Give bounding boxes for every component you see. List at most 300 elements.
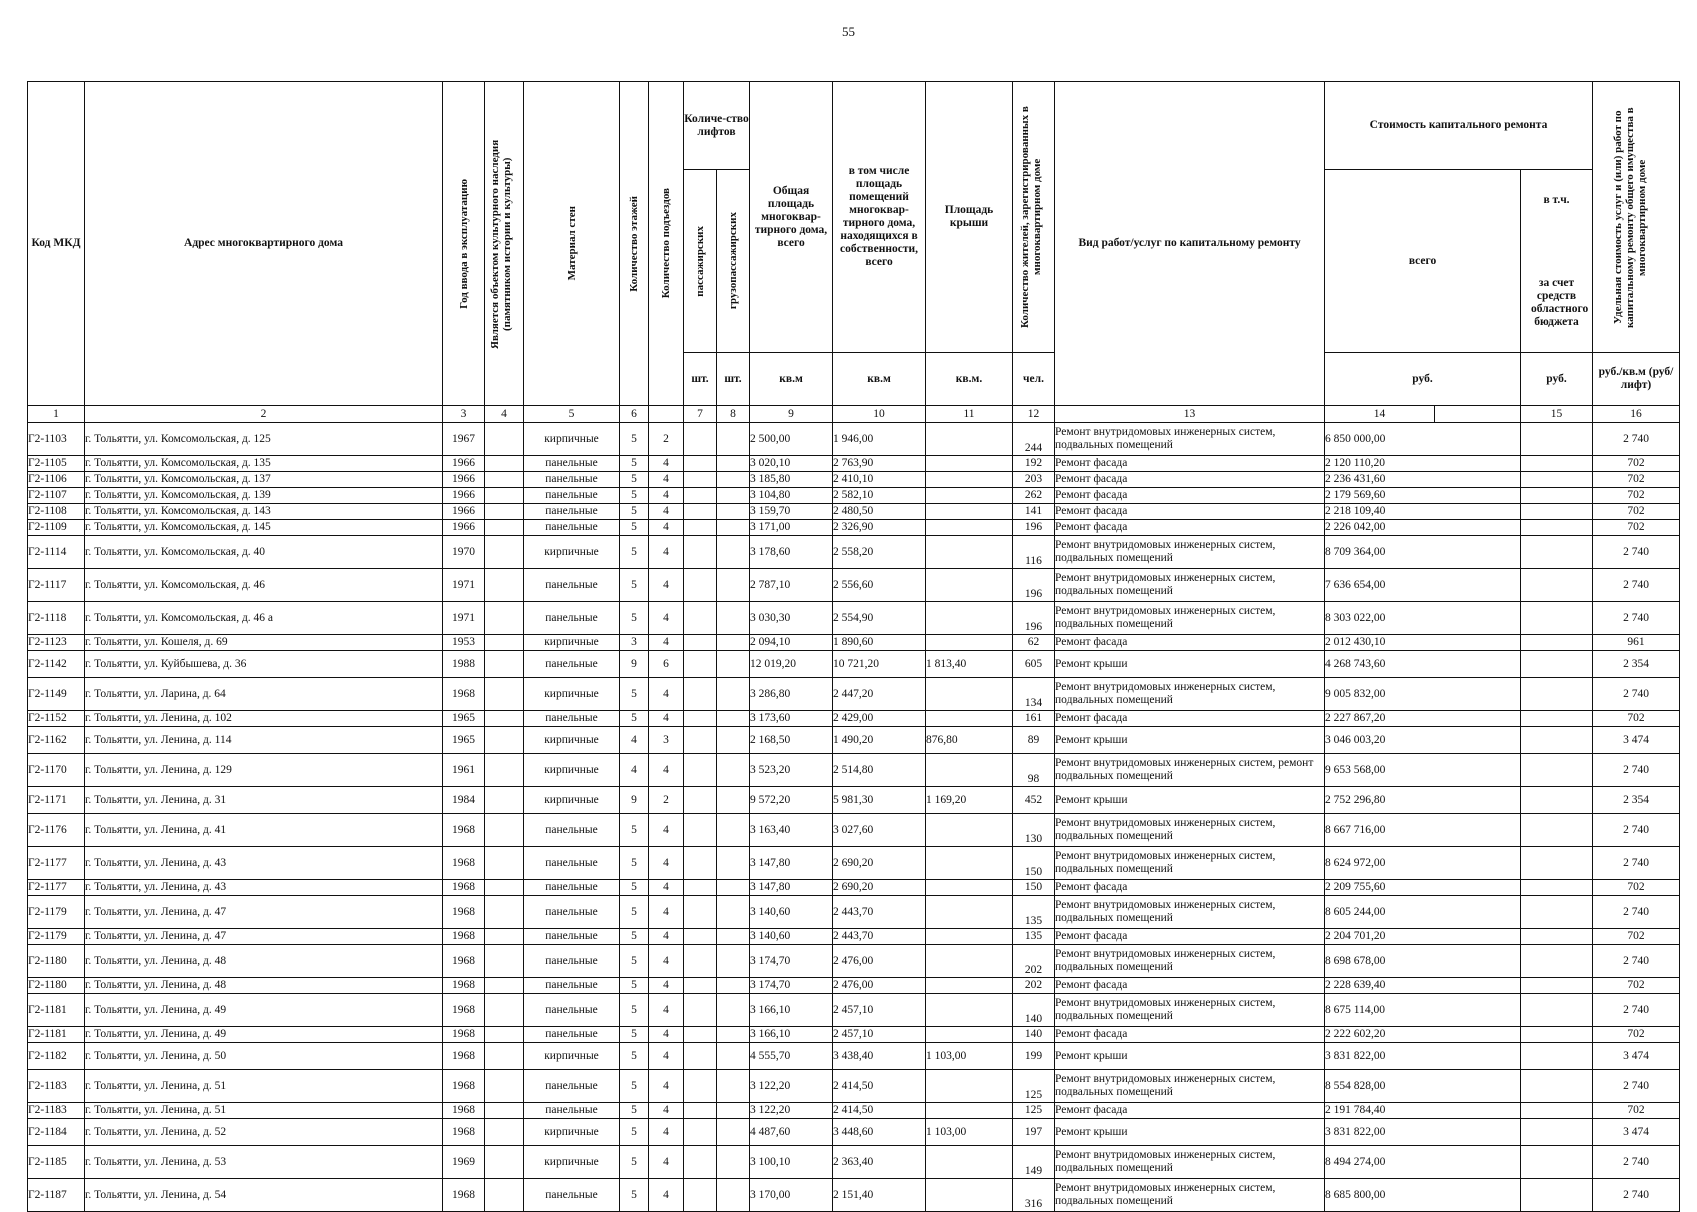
cell-year: 1968: [443, 1070, 485, 1103]
cell-year: 1967: [443, 423, 485, 456]
cell-roof-area: [926, 1179, 1013, 1212]
cell-material: кирпичные: [524, 536, 620, 569]
cell-passenger-lifts: [684, 814, 717, 847]
cell-total-area: 3 147,80: [750, 880, 833, 896]
cell-year: 1966: [443, 488, 485, 504]
header-floors: Количество этажей: [628, 195, 640, 292]
cell-cost-total: 2 227 867,20: [1325, 711, 1521, 727]
cell-year: 1970: [443, 536, 485, 569]
header-work-type: Вид работ/услуг по капитальному ремонту: [1055, 82, 1325, 406]
cell-heritage: [485, 635, 524, 651]
cell-material: кирпичные: [524, 754, 620, 787]
cell-passenger-lifts: [684, 727, 717, 754]
cell-owned-area: 3 438,40: [833, 1043, 926, 1070]
cell-roof-area: [926, 880, 1013, 896]
header-owned-area: в том числе площадь помещений многоквар-тирного дома, находящихся в собственности, всего: [833, 82, 926, 353]
cell-heritage: [485, 472, 524, 488]
cell-unit-cost: 2 740: [1593, 536, 1680, 569]
cell-entrances: 4: [649, 456, 684, 472]
cell-freight-lifts: [717, 504, 750, 520]
cell-roof-area: [926, 754, 1013, 787]
table-row: [28, 488, 1680, 504]
cell-code: Г2-1123: [28, 635, 85, 651]
cell-address: г. Тольятти, ул. Ленина, д. 47: [85, 929, 443, 945]
cell-heritage: [485, 896, 524, 929]
column-number: 1: [28, 406, 85, 423]
cell-address: г. Тольятти, ул. Комсомольская, д. 143: [85, 504, 443, 520]
cell-floors: 4: [620, 754, 649, 787]
cell-year: 1968: [443, 1043, 485, 1070]
table-row: [28, 504, 1680, 520]
cell-freight-lifts: [717, 1119, 750, 1146]
cell-code: Г2-1187: [28, 1179, 85, 1212]
cell-residents: 150: [1013, 847, 1055, 880]
cell-material: панельные: [524, 488, 620, 504]
cell-heritage: [485, 569, 524, 602]
cell-material: панельные: [524, 456, 620, 472]
table-row: [28, 814, 1680, 847]
cell-total-area: 3 159,70: [750, 504, 833, 520]
cell-freight-lifts: [717, 1070, 750, 1103]
cell-residents: 125: [1013, 1103, 1055, 1119]
cell-freight-lifts: [717, 569, 750, 602]
cell-passenger-lifts: [684, 569, 717, 602]
cell-unit-cost: 702: [1593, 520, 1680, 536]
cell-code: Г2-1182: [28, 1043, 85, 1070]
table-row: [28, 1179, 1680, 1212]
cell-entrances: 4: [649, 847, 684, 880]
cell-total-area: 3 122,20: [750, 1070, 833, 1103]
cell-material: панельные: [524, 814, 620, 847]
cell-year: 1968: [443, 1027, 485, 1043]
cell-residents: 244: [1013, 423, 1055, 456]
cell-cost-regional: [1521, 847, 1593, 880]
cell-address: г. Тольятти, ул. Ленина, д. 48: [85, 978, 443, 994]
table-row: [28, 1027, 1680, 1043]
cell-heritage: [485, 1146, 524, 1179]
cell-heritage: [485, 787, 524, 814]
column-number: 14: [1325, 406, 1435, 423]
cell-heritage: [485, 929, 524, 945]
table-row: [28, 1070, 1680, 1103]
cell-total-area: 4 487,60: [750, 1119, 833, 1146]
cell-entrances: 4: [649, 520, 684, 536]
table-row: [28, 727, 1680, 754]
cell-material: панельные: [524, 711, 620, 727]
cell-material: кирпичные: [524, 1119, 620, 1146]
cell-roof-area: [926, 711, 1013, 727]
cell-work-type: Ремонт фасада: [1055, 456, 1325, 472]
cell-cost-regional: [1521, 569, 1593, 602]
cell-freight-lifts: [717, 814, 750, 847]
cell-address: г. Тольятти, ул. Комсомольская, д. 125: [85, 423, 443, 456]
header-roof-area: Площадь крыши: [926, 82, 1013, 353]
cell-work-type: Ремонт внутридомовых инженерных систем, подвальных помещений: [1055, 945, 1325, 978]
header-entrances: Количество подъездов: [660, 188, 672, 299]
cell-floors: 5: [620, 1027, 649, 1043]
cell-address: г. Тольятти, ул. Комсомольская, д. 139: [85, 488, 443, 504]
cell-residents: 202: [1013, 978, 1055, 994]
table-row: [28, 1103, 1680, 1119]
cell-address: г. Тольятти, ул. Кошеля, д. 69: [85, 635, 443, 651]
table-row: [28, 978, 1680, 994]
cell-total-area: 3 173,60: [750, 711, 833, 727]
cell-roof-area: [926, 1070, 1013, 1103]
cell-cost-regional: [1521, 1043, 1593, 1070]
cell-work-type: Ремонт крыши: [1055, 727, 1325, 754]
header-passenger: пассажирских: [694, 225, 706, 297]
cell-roof-area: [926, 994, 1013, 1027]
header-heritage: Является объектом культурного наследия (памятником истории и культуры): [489, 138, 513, 349]
cell-total-area: 12 019,20: [750, 651, 833, 678]
cell-floors: 3: [620, 635, 649, 651]
cell-unit-cost: 2 740: [1593, 994, 1680, 1027]
cell-passenger-lifts: [684, 1070, 717, 1103]
cell-floors: 5: [620, 1070, 649, 1103]
table-row: [28, 472, 1680, 488]
header-residents: Количество жителей, зарегистрированных в многоквартирном доме: [1018, 106, 1043, 328]
cell-residents: 134: [1013, 678, 1055, 711]
cell-address: г. Тольятти, ул. Ленина, д. 102: [85, 711, 443, 727]
cell-unit-cost: 3 474: [1593, 1119, 1680, 1146]
cell-cost-regional: [1521, 754, 1593, 787]
table-row: [28, 1119, 1680, 1146]
cell-freight-lifts: [717, 1179, 750, 1212]
cell-passenger-lifts: [684, 635, 717, 651]
header-unit-cost-cell: [1593, 82, 1680, 353]
table-row: [28, 754, 1680, 787]
cell-residents: 196: [1013, 520, 1055, 536]
cell-work-type: Ремонт внутридомовых инженерных систем, подвальных помещений: [1055, 1146, 1325, 1179]
cell-cost-regional: [1521, 472, 1593, 488]
cell-floors: 5: [620, 847, 649, 880]
cell-freight-lifts: [717, 847, 750, 880]
cell-heritage: [485, 711, 524, 727]
cell-cost-total: 8 685 800,00: [1325, 1179, 1521, 1212]
cell-residents: 140: [1013, 994, 1055, 1027]
cell-work-type: Ремонт фасада: [1055, 488, 1325, 504]
cell-freight-lifts: [717, 678, 750, 711]
cell-roof-area: [926, 1146, 1013, 1179]
cell-cost-regional: [1521, 711, 1593, 727]
cell-material: панельные: [524, 896, 620, 929]
header-code: Код МКД: [28, 82, 85, 406]
cell-total-area: 3 185,80: [750, 472, 833, 488]
cell-heritage: [485, 814, 524, 847]
cell-code: Г2-1170: [28, 754, 85, 787]
cell-entrances: 4: [649, 978, 684, 994]
cell-entrances: 4: [649, 1179, 684, 1212]
cell-passenger-lifts: [684, 945, 717, 978]
cell-cost-regional: [1521, 488, 1593, 504]
cell-unit-cost: 2 740: [1593, 678, 1680, 711]
cell-floors: 5: [620, 814, 649, 847]
cell-owned-area: 2 414,50: [833, 1070, 926, 1103]
cell-residents: 140: [1013, 1027, 1055, 1043]
cell-unit-cost: 2 740: [1593, 602, 1680, 635]
table-body: [28, 423, 1680, 1212]
cell-roof-area: [926, 504, 1013, 520]
cell-freight-lifts: [717, 945, 750, 978]
cell-address: г. Тольятти, ул. Ларина, д. 64: [85, 678, 443, 711]
cell-total-area: 2 094,10: [750, 635, 833, 651]
cell-material: кирпичные: [524, 727, 620, 754]
cell-material: панельные: [524, 1179, 620, 1212]
cell-entrances: 4: [649, 896, 684, 929]
cell-year: 1965: [443, 727, 485, 754]
cell-address: г. Тольятти, ул. Ленина, д. 41: [85, 814, 443, 847]
cell-address: г. Тольятти, ул. Ленина, д. 114: [85, 727, 443, 754]
unit-pcs-passenger: шт.: [684, 353, 717, 406]
cell-material: панельные: [524, 472, 620, 488]
cell-cost-regional: [1521, 520, 1593, 536]
header-cost-regional: за счет средств областного бюджета: [1531, 276, 1589, 328]
table-row: [28, 678, 1680, 711]
cell-cost-regional: [1521, 945, 1593, 978]
cell-code: Г2-1180: [28, 978, 85, 994]
cell-cost-regional: [1521, 929, 1593, 945]
cell-cost-total: 2 012 430,10: [1325, 635, 1521, 651]
cell-cost-total: 2 236 431,60: [1325, 472, 1521, 488]
cell-work-type: Ремонт внутридомовых инженерных систем, подвальных помещений: [1055, 1179, 1325, 1212]
cell-roof-area: [926, 1103, 1013, 1119]
cell-entrances: 4: [649, 754, 684, 787]
cell-entrances: 4: [649, 1119, 684, 1146]
cell-total-area: 3 178,60: [750, 536, 833, 569]
cell-cost-regional: [1521, 504, 1593, 520]
cell-cost-regional: [1521, 651, 1593, 678]
cell-freight-lifts: [717, 472, 750, 488]
cell-unit-cost: 2 354: [1593, 787, 1680, 814]
header-freight-cell: [717, 170, 750, 353]
header-floors-cell: [620, 82, 649, 406]
cell-owned-area: 3 448,60: [833, 1119, 926, 1146]
cell-unit-cost: 2 740: [1593, 945, 1680, 978]
cell-total-area: 3 122,20: [750, 1103, 833, 1119]
cell-total-area: 3 140,60: [750, 896, 833, 929]
cell-address: г. Тольятти, ул. Комсомольская, д. 46: [85, 569, 443, 602]
cell-unit-cost: 2 740: [1593, 423, 1680, 456]
cell-cost-regional: [1521, 1146, 1593, 1179]
cell-roof-area: [926, 929, 1013, 945]
column-number: 16: [1593, 406, 1680, 423]
cell-owned-area: 2 480,50: [833, 504, 926, 520]
cell-cost-regional: [1521, 635, 1593, 651]
cell-floors: 5: [620, 536, 649, 569]
cell-total-area: 3 030,30: [750, 602, 833, 635]
cell-cost-regional: [1521, 536, 1593, 569]
cell-roof-area: [926, 847, 1013, 880]
cell-code: Г2-1114: [28, 536, 85, 569]
cell-owned-area: 2 690,20: [833, 880, 926, 896]
cell-passenger-lifts: [684, 1179, 717, 1212]
cell-total-area: 3 100,10: [750, 1146, 833, 1179]
cell-unit-cost: 702: [1593, 472, 1680, 488]
cell-cost-regional: [1521, 1070, 1593, 1103]
cell-year: 1965: [443, 711, 485, 727]
cell-year: 1968: [443, 929, 485, 945]
column-number: 15: [1521, 406, 1593, 423]
cell-work-type: Ремонт внутридомовых инженерных систем, подвальных помещений: [1055, 1070, 1325, 1103]
cell-year: 1966: [443, 472, 485, 488]
table-row: [28, 536, 1680, 569]
cell-cost-regional: [1521, 423, 1593, 456]
cell-unit-cost: 702: [1593, 1103, 1680, 1119]
cell-code: Г2-1184: [28, 1119, 85, 1146]
cell-owned-area: 2 690,20: [833, 847, 926, 880]
column-number: 9: [750, 406, 833, 423]
cell-code: Г2-1117: [28, 569, 85, 602]
cell-entrances: 2: [649, 787, 684, 814]
cell-roof-area: [926, 423, 1013, 456]
cell-owned-area: 2 556,60: [833, 569, 926, 602]
cell-passenger-lifts: [684, 423, 717, 456]
cell-passenger-lifts: [684, 978, 717, 994]
cell-owned-area: 2 514,80: [833, 754, 926, 787]
cell-roof-area: 1 103,00: [926, 1043, 1013, 1070]
cell-roof-area: [926, 1027, 1013, 1043]
cell-work-type: Ремонт крыши: [1055, 1119, 1325, 1146]
cell-address: г. Тольятти, ул. Ленина, д. 49: [85, 1027, 443, 1043]
cell-roof-area: 1 813,40: [926, 651, 1013, 678]
cell-unit-cost: 961: [1593, 635, 1680, 651]
cell-cost-total: 3 831 822,00: [1325, 1119, 1521, 1146]
cell-roof-area: [926, 978, 1013, 994]
cell-year: 1968: [443, 978, 485, 994]
column-number: 8: [717, 406, 750, 423]
table-row: [28, 1146, 1680, 1179]
cell-residents: 316: [1013, 1179, 1055, 1212]
cell-material: кирпичные: [524, 635, 620, 651]
cell-cost-regional: [1521, 727, 1593, 754]
cell-code: Г2-1109: [28, 520, 85, 536]
cell-address: г. Тольятти, ул. Ленина, д. 43: [85, 847, 443, 880]
cell-owned-area: 2 363,40: [833, 1146, 926, 1179]
table-row: [28, 945, 1680, 978]
cell-material: кирпичные: [524, 423, 620, 456]
cell-material: панельные: [524, 1027, 620, 1043]
cell-entrances: 4: [649, 1103, 684, 1119]
cell-cost-regional: [1521, 678, 1593, 711]
cell-code: Г2-1171: [28, 787, 85, 814]
cell-floors: 9: [620, 651, 649, 678]
cell-address: г. Тольятти, ул. Комсомольская, д. 135: [85, 456, 443, 472]
cell-year: 1968: [443, 847, 485, 880]
cell-heritage: [485, 1070, 524, 1103]
column-number-row: [28, 406, 1680, 423]
cell-code: Г2-1108: [28, 504, 85, 520]
cell-work-type: Ремонт фасада: [1055, 880, 1325, 896]
cell-cost-total: 3 831 822,00: [1325, 1043, 1521, 1070]
cell-owned-area: 2 582,10: [833, 488, 926, 504]
cell-material: панельные: [524, 504, 620, 520]
cell-address: г. Тольятти, ул. Ленина, д. 48: [85, 945, 443, 978]
cell-passenger-lifts: [684, 1119, 717, 1146]
cell-work-type: Ремонт внутридомовых инженерных систем, подвальных помещений: [1055, 569, 1325, 602]
cell-cost-total: 2 120 110,20: [1325, 456, 1521, 472]
cell-owned-area: 2 443,70: [833, 896, 926, 929]
cell-residents: 149: [1013, 1146, 1055, 1179]
cell-unit-cost: 2 740: [1593, 1179, 1680, 1212]
cell-address: г. Тольятти, ул. Куйбышева, д. 36: [85, 651, 443, 678]
cell-total-area: 2 168,50: [750, 727, 833, 754]
header-address: Адрес многоквартирного дома: [85, 82, 443, 406]
cell-passenger-lifts: [684, 456, 717, 472]
cell-cost-total: 2 209 755,60: [1325, 880, 1521, 896]
unit-owned-area: кв.м: [833, 353, 926, 406]
cell-code: Г2-1105: [28, 456, 85, 472]
cell-material: кирпичные: [524, 787, 620, 814]
cell-heritage: [485, 945, 524, 978]
cell-freight-lifts: [717, 635, 750, 651]
cell-roof-area: [926, 896, 1013, 929]
cell-residents: 141: [1013, 504, 1055, 520]
cell-material: панельные: [524, 847, 620, 880]
cell-cost-regional: [1521, 1119, 1593, 1146]
cell-passenger-lifts: [684, 711, 717, 727]
cell-residents: 192: [1013, 456, 1055, 472]
cell-total-area: 2 787,10: [750, 569, 833, 602]
table-row: [28, 602, 1680, 635]
table-row: [28, 929, 1680, 945]
cell-year: 1968: [443, 678, 485, 711]
cell-material: кирпичные: [524, 1043, 620, 1070]
cell-year: 1968: [443, 814, 485, 847]
cell-year: 1971: [443, 602, 485, 635]
cell-residents: 202: [1013, 945, 1055, 978]
cell-floors: 5: [620, 456, 649, 472]
cell-cost-total: 8 667 716,00: [1325, 814, 1521, 847]
cell-freight-lifts: [717, 536, 750, 569]
cell-owned-area: 3 027,60: [833, 814, 926, 847]
cell-heritage: [485, 754, 524, 787]
cell-floors: 5: [620, 602, 649, 635]
cell-cost-total: 8 709 364,00: [1325, 536, 1521, 569]
cell-unit-cost: 702: [1593, 456, 1680, 472]
cell-work-type: Ремонт внутридомовых инженерных систем, подвальных помещений: [1055, 994, 1325, 1027]
cell-year: 1966: [443, 520, 485, 536]
cell-entrances: 4: [649, 1027, 684, 1043]
cell-roof-area: 876,80: [926, 727, 1013, 754]
cell-year: 1966: [443, 456, 485, 472]
cell-cost-regional: [1521, 814, 1593, 847]
cell-floors: 5: [620, 929, 649, 945]
table-row: [28, 847, 1680, 880]
cell-entrances: 4: [649, 929, 684, 945]
cell-freight-lifts: [717, 456, 750, 472]
cell-freight-lifts: [717, 1103, 750, 1119]
header-cost: Стоимость капитального ремонта: [1325, 82, 1593, 170]
cell-material: панельные: [524, 945, 620, 978]
cell-unit-cost: 2 740: [1593, 569, 1680, 602]
cell-owned-area: 2 476,00: [833, 945, 926, 978]
cell-residents: 262: [1013, 488, 1055, 504]
cell-floors: 5: [620, 945, 649, 978]
cell-year: 1984: [443, 787, 485, 814]
cell-passenger-lifts: [684, 504, 717, 520]
cell-freight-lifts: [717, 602, 750, 635]
column-number: 2: [85, 406, 443, 423]
cell-owned-area: 2 554,90: [833, 602, 926, 635]
header-freight: грузопассажирских: [727, 212, 739, 310]
cell-entrances: 4: [649, 1146, 684, 1179]
cell-residents: 203: [1013, 472, 1055, 488]
cell-code: Г2-1106: [28, 472, 85, 488]
cell-cost-total: 2 752 296,80: [1325, 787, 1521, 814]
column-number: 11: [926, 406, 1013, 423]
cell-work-type: Ремонт фасада: [1055, 929, 1325, 945]
header-year: Год ввода в эксплуатацию: [457, 178, 470, 309]
